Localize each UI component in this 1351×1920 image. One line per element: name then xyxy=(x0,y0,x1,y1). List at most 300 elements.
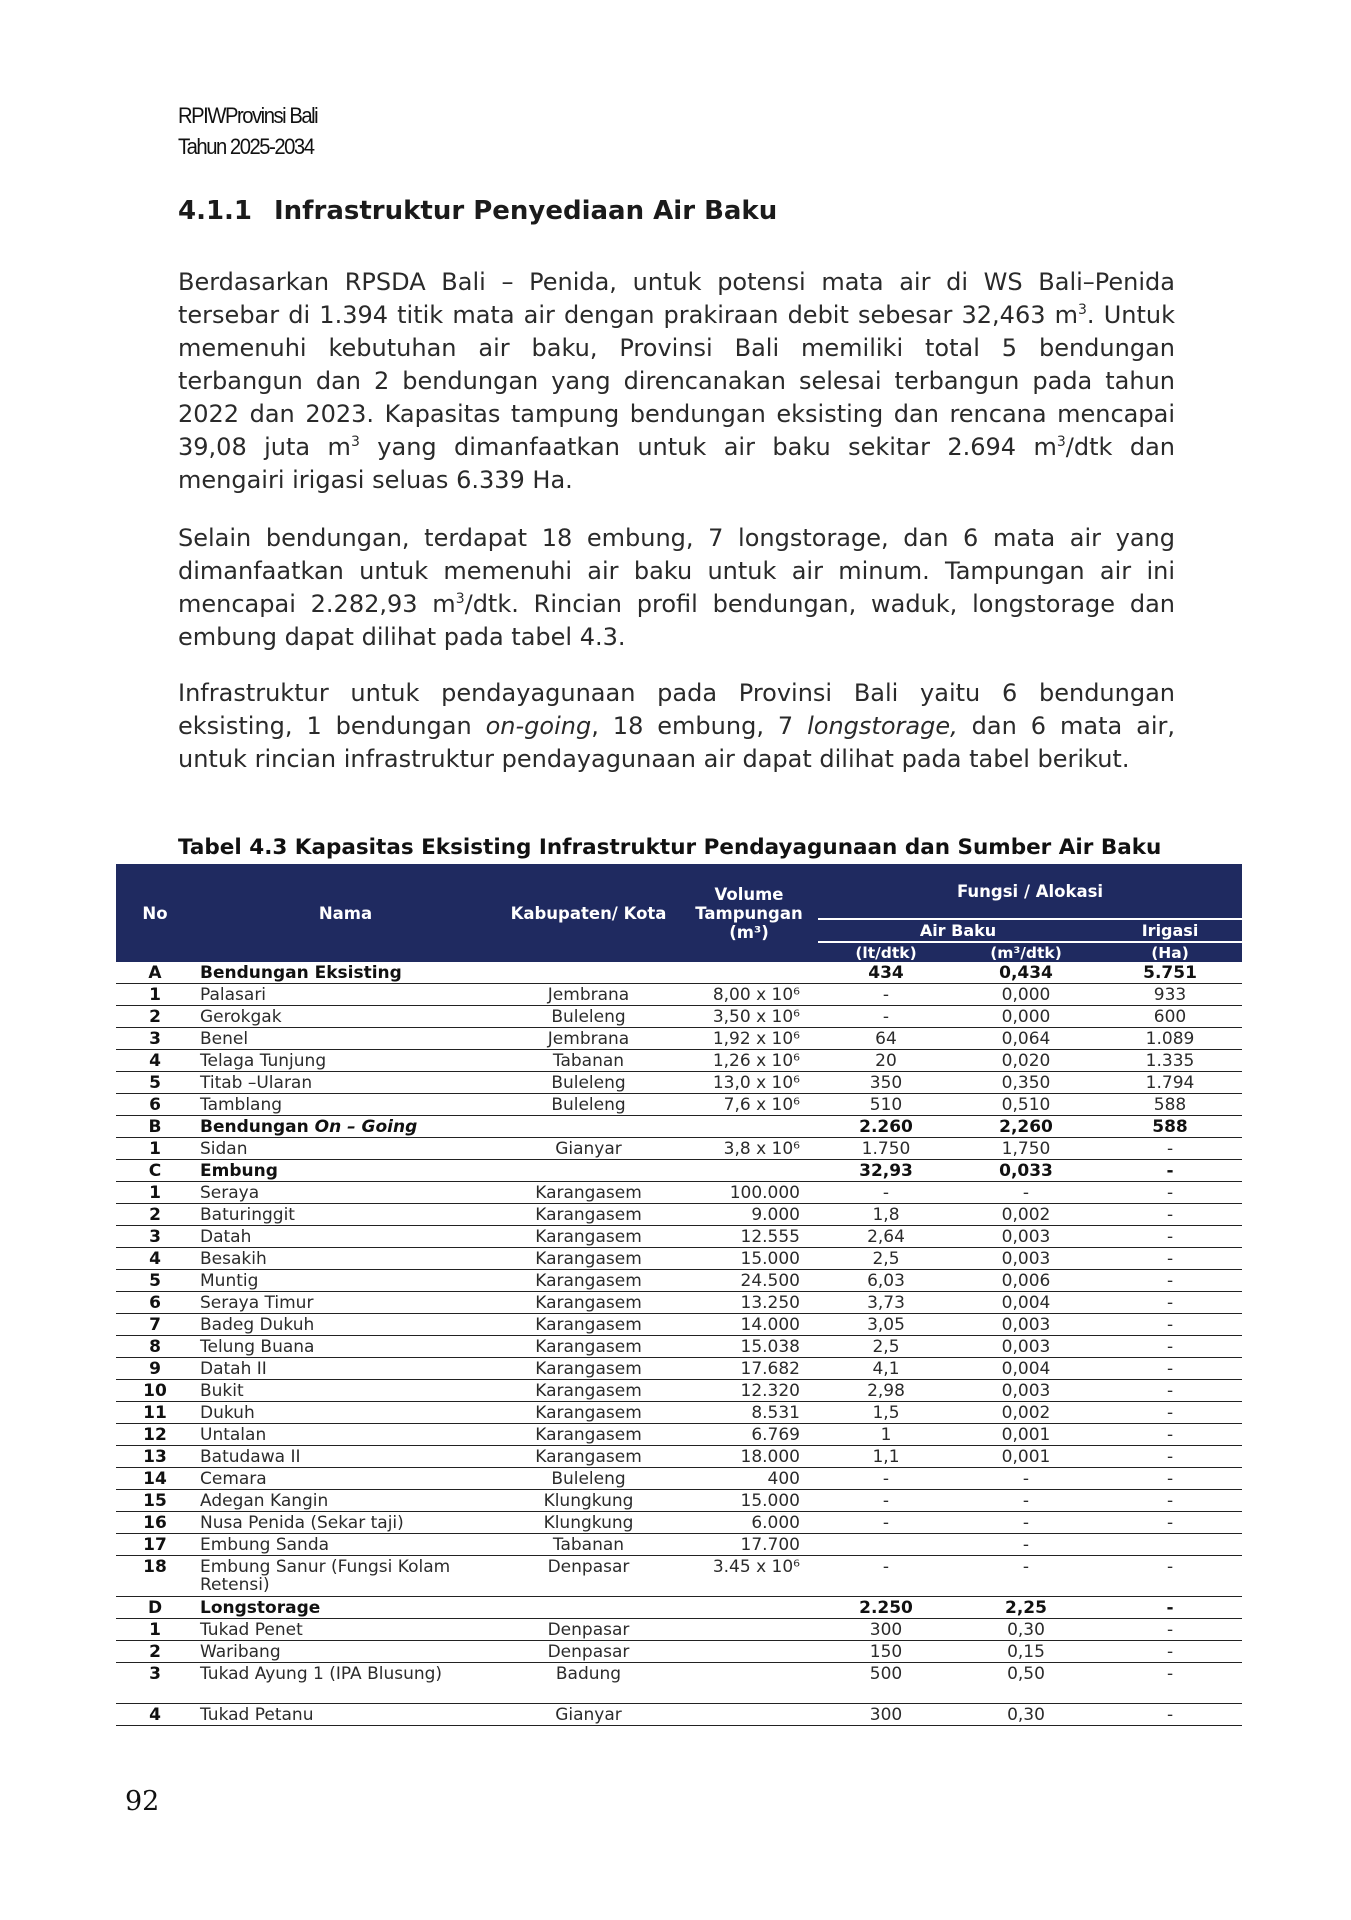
cell-m3-dtk: 0,006 xyxy=(954,1270,1098,1292)
table-group-row xyxy=(116,962,1242,984)
cell-nama: Bukit xyxy=(194,1380,497,1402)
cell-nama: Titab –Ularan xyxy=(194,1072,497,1094)
cell-kabupaten: Karangasem xyxy=(497,1424,680,1446)
cell-m3-dtk: 0,000 xyxy=(954,984,1098,1006)
cell-volume: 9.000 xyxy=(680,1204,818,1226)
cell-lt-dtk: 2,5 xyxy=(818,1336,954,1358)
cell-kabupaten: Karangasem xyxy=(497,1380,680,1402)
cell-nama: Badeg Dukuh xyxy=(194,1314,497,1336)
cell-volume: 17.700 xyxy=(680,1534,818,1556)
cell-volume xyxy=(680,1663,818,1704)
cell-no: 17 xyxy=(116,1534,194,1556)
col-header-kabupaten: Kabupaten/ Kota xyxy=(497,864,680,962)
cell-m3-dtk: 2,25 xyxy=(954,1597,1098,1619)
cell-ha: - xyxy=(1098,1270,1242,1292)
cell-kabupaten: Klungkung xyxy=(497,1512,680,1534)
table-row xyxy=(116,1204,1242,1226)
cell-volume: 24.500 xyxy=(680,1270,818,1292)
cell-lt-dtk: 500 xyxy=(818,1663,954,1704)
table-row xyxy=(116,1534,1242,1556)
cell-kabupaten xyxy=(497,1116,680,1138)
table-row xyxy=(116,1358,1242,1380)
cell-m3-dtk: - xyxy=(954,1182,1098,1204)
cell-kabupaten xyxy=(497,1597,680,1619)
cell-nama: Embung xyxy=(194,1160,497,1182)
cell-m3-dtk: 0,003 xyxy=(954,1380,1098,1402)
cell-volume: 12.320 xyxy=(680,1380,818,1402)
cell-m3-dtk: 0,003 xyxy=(954,1336,1098,1358)
cell-kabupaten: Tabanan xyxy=(497,1534,680,1556)
cell-ha: - xyxy=(1098,1704,1242,1726)
cell-no: 16 xyxy=(116,1512,194,1534)
cell-m3-dtk: 0,033 xyxy=(954,1160,1098,1182)
cell-volume xyxy=(680,1704,818,1726)
cell-kabupaten: Karangasem xyxy=(497,1248,680,1270)
cell-no: 2 xyxy=(116,1641,194,1663)
cell-kabupaten: Denpasar xyxy=(497,1556,680,1597)
table-row xyxy=(116,1468,1242,1490)
cell-no: 3 xyxy=(116,1226,194,1248)
table-row xyxy=(116,1094,1242,1116)
table-row xyxy=(116,1446,1242,1468)
cell-ha: - xyxy=(1098,1358,1242,1380)
cell-no: 1 xyxy=(116,1138,194,1160)
cell-volume: 1,92 x 10⁶ xyxy=(680,1028,818,1050)
cell-kabupaten: Gianyar xyxy=(497,1704,680,1726)
cell-nama: Besakih xyxy=(194,1248,497,1270)
cell-lt-dtk xyxy=(818,1534,954,1556)
cell-no: D xyxy=(116,1597,194,1619)
cell-volume: 3.45 x 10⁶ xyxy=(680,1556,818,1597)
cell-m3-dtk: 0,003 xyxy=(954,1226,1098,1248)
cell-ha: - xyxy=(1098,1314,1242,1336)
cell-no: 9 xyxy=(116,1358,194,1380)
p2-sup: 3 xyxy=(455,591,465,607)
cell-lt-dtk: 2,64 xyxy=(818,1226,954,1248)
cell-no: 3 xyxy=(116,1663,194,1704)
cell-ha: - xyxy=(1098,1138,1242,1160)
cell-kabupaten: Jembrana xyxy=(497,1028,680,1050)
table-row xyxy=(116,1641,1242,1663)
col-header-volume xyxy=(680,864,818,962)
cell-lt-dtk: - xyxy=(818,1182,954,1204)
table-row xyxy=(116,1028,1242,1050)
table-row xyxy=(116,1226,1242,1248)
cell-m3-dtk: - xyxy=(954,1512,1098,1534)
cell-nama: Datah II xyxy=(194,1358,497,1380)
table-row xyxy=(116,1072,1242,1094)
cell-nama: Sidan xyxy=(194,1138,497,1160)
col-header-no: No xyxy=(116,864,194,962)
cell-nama: Tukad Penet xyxy=(194,1619,497,1641)
cell-ha: - xyxy=(1098,1182,1242,1204)
cell-nama: Batudawa II xyxy=(194,1446,497,1468)
table-row xyxy=(116,1292,1242,1314)
cell-no: 1 xyxy=(116,984,194,1006)
col-header-nama: Nama xyxy=(194,864,497,962)
table-row xyxy=(116,1619,1242,1641)
p1-text-a: Berdasarkan RPSDA Bali – Penida, untuk potensi mata air di WS Bali–Penida tersebar di 1.394 titik mata air dengan prakiraan debit sebesar 32,463 m xyxy=(178,268,1175,329)
cell-nama: Palasari xyxy=(194,984,497,1006)
cell-kabupaten: Klungkung xyxy=(497,1490,680,1512)
cell-nama: Seraya Timur xyxy=(194,1292,497,1314)
cell-ha: - xyxy=(1098,1556,1242,1597)
cell-volume: 15.000 xyxy=(680,1248,818,1270)
cell-lt-dtk: 3,05 xyxy=(818,1314,954,1336)
unit-ha: (Ha) xyxy=(1098,942,1242,962)
cell-volume: 18.000 xyxy=(680,1446,818,1468)
cell-ha: - xyxy=(1098,1446,1242,1468)
cell-m3-dtk: 0,004 xyxy=(954,1292,1098,1314)
p1-text-c: yang dimanfaatkan untuk air baku sekitar 2.694 m xyxy=(359,433,1057,461)
table-row xyxy=(116,1402,1242,1424)
cell-kabupaten: Buleleng xyxy=(497,1072,680,1094)
cell-lt-dtk: 150 xyxy=(818,1641,954,1663)
table-container xyxy=(116,864,1242,1726)
cell-m3-dtk: 0,434 xyxy=(954,962,1098,984)
cell-lt-dtk: 350 xyxy=(818,1072,954,1094)
unit-m3-dtk: (m³/dtk) xyxy=(954,942,1098,962)
table-row xyxy=(116,1704,1242,1726)
cell-lt-dtk: 32,93 xyxy=(818,1160,954,1182)
p3-emphasis-1: on-going xyxy=(485,712,592,740)
cell-volume: 6.769 xyxy=(680,1424,818,1446)
cell-ha: - xyxy=(1098,1597,1242,1619)
cell-volume: 13,0 x 10⁶ xyxy=(680,1072,818,1094)
cell-no: 13 xyxy=(116,1446,194,1468)
cell-no: 12 xyxy=(116,1424,194,1446)
cell-ha: - xyxy=(1098,1402,1242,1424)
cell-no: 4 xyxy=(116,1248,194,1270)
cell-lt-dtk: 434 xyxy=(818,962,954,984)
capacity-table xyxy=(116,864,1242,1726)
cell-ha: - xyxy=(1098,1490,1242,1512)
cell-kabupaten: Denpasar xyxy=(497,1619,680,1641)
cell-m3-dtk: 0,50 xyxy=(954,1663,1098,1704)
cell-nama: Bendungan On – Going xyxy=(194,1116,497,1138)
cell-nama: Seraya xyxy=(194,1182,497,1204)
cell-ha: - xyxy=(1098,1663,1242,1704)
cell-lt-dtk: - xyxy=(818,1490,954,1512)
section-number: 4.1.1 xyxy=(178,196,253,226)
cell-volume: 15.000 xyxy=(680,1490,818,1512)
p3-text-b: , 18 embung, 7 xyxy=(591,712,808,740)
table-group-row xyxy=(116,1160,1242,1182)
cell-nama: Tukad Ayung 1 (IPA Blusung) xyxy=(194,1663,497,1704)
col-header-air-baku: Air Baku xyxy=(818,919,1098,942)
cell-lt-dtk: 2,5 xyxy=(818,1248,954,1270)
table-row xyxy=(116,984,1242,1006)
cell-ha: 588 xyxy=(1098,1094,1242,1116)
table-row xyxy=(116,1336,1242,1358)
cell-volume: 1,26 x 10⁶ xyxy=(680,1050,818,1072)
cell-kabupaten: Tabanan xyxy=(497,1050,680,1072)
cell-nama: Cemara xyxy=(194,1468,497,1490)
table-row xyxy=(116,1248,1242,1270)
cell-m3-dtk: 0,003 xyxy=(954,1314,1098,1336)
cell-ha: 5.751 xyxy=(1098,962,1242,984)
cell-nama: Waribang xyxy=(194,1641,497,1663)
cell-m3-dtk: - xyxy=(954,1556,1098,1597)
cell-kabupaten: Buleleng xyxy=(497,1468,680,1490)
cell-no: 7 xyxy=(116,1314,194,1336)
cell-no: 5 xyxy=(116,1072,194,1094)
cell-volume xyxy=(680,1597,818,1619)
cell-no: 15 xyxy=(116,1490,194,1512)
paragraph-2 xyxy=(178,522,1175,654)
cell-m3-dtk: 0,15 xyxy=(954,1641,1098,1663)
cell-lt-dtk: 2.260 xyxy=(818,1116,954,1138)
cell-lt-dtk: 4,1 xyxy=(818,1358,954,1380)
cell-m3-dtk: 0,004 xyxy=(954,1358,1098,1380)
cell-nama: Embung Sanur (Fungsi Kolam Retensi) xyxy=(194,1556,497,1597)
cell-no: 2 xyxy=(116,1006,194,1028)
cell-m3-dtk: 0,510 xyxy=(954,1094,1098,1116)
section-title: Infrastruktur Penyediaan Air Baku xyxy=(274,196,778,226)
cell-lt-dtk: 2.250 xyxy=(818,1597,954,1619)
cell-nama: Dukuh xyxy=(194,1402,497,1424)
cell-volume: 3,50 x 10⁶ xyxy=(680,1006,818,1028)
page-number: 92 xyxy=(125,1786,160,1817)
p2-text-a: Selain bendungan, terdapat 18 embung, 7 longstorage, dan 6 mata air yang dimanfaatkan untuk memenuhi air baku untuk air minum. Tampungan air ini mencapai 2.282,93 m xyxy=(178,524,1175,618)
cell-lt-dtk: 1 xyxy=(818,1424,954,1446)
table-row xyxy=(116,1314,1242,1336)
cell-nama: Gerokgak xyxy=(194,1006,497,1028)
cell-kabupaten xyxy=(497,1160,680,1182)
cell-nama: Longstorage xyxy=(194,1597,497,1619)
cell-nama: Muntig xyxy=(194,1270,497,1292)
cell-kabupaten: Denpasar xyxy=(497,1641,680,1663)
p3-text-c: dan 6 mata air, untuk rincian infrastruktur pendayagunaan air dapat dilihat pada tabel berikut. xyxy=(178,712,1175,773)
cell-kabupaten: Karangasem xyxy=(497,1204,680,1226)
cell-kabupaten: Gianyar xyxy=(497,1138,680,1160)
cell-nama: Telung Buana xyxy=(194,1336,497,1358)
p1-sup-3: 3 xyxy=(1056,434,1066,450)
cell-m3-dtk: 0,001 xyxy=(954,1446,1098,1468)
cell-ha: - xyxy=(1098,1641,1242,1663)
cell-m3-dtk: 0,002 xyxy=(954,1204,1098,1226)
cell-m3-dtk: 0,000 xyxy=(954,1006,1098,1028)
cell-ha: - xyxy=(1098,1619,1242,1641)
cell-ha: - xyxy=(1098,1226,1242,1248)
table-group-row xyxy=(116,1116,1242,1138)
cell-m3-dtk: 1,750 xyxy=(954,1138,1098,1160)
cell-no: 5 xyxy=(116,1270,194,1292)
cell-volume: 17.682 xyxy=(680,1358,818,1380)
cell-nama: Benel xyxy=(194,1028,497,1050)
cell-no: 2 xyxy=(116,1204,194,1226)
cell-volume: 400 xyxy=(680,1468,818,1490)
cell-ha: - xyxy=(1098,1380,1242,1402)
paragraph-1 xyxy=(178,266,1175,497)
cell-kabupaten: Karangasem xyxy=(497,1226,680,1248)
cell-volume xyxy=(680,1641,818,1663)
cell-volume: 13.250 xyxy=(680,1292,818,1314)
cell-ha: - xyxy=(1098,1204,1242,1226)
cell-ha: 588 xyxy=(1098,1116,1242,1138)
cell-ha: 1.794 xyxy=(1098,1072,1242,1094)
p1-text-d: /dtk dan mengairi irigasi seluas 6.339 Ha. xyxy=(178,433,1176,494)
cell-lt-dtk: 1.750 xyxy=(818,1138,954,1160)
cell-kabupaten xyxy=(497,962,680,984)
cell-volume xyxy=(680,962,818,984)
cell-nama: Adegan Kangin xyxy=(194,1490,497,1512)
cell-ha: 600 xyxy=(1098,1006,1242,1028)
cell-kabupaten: Karangasem xyxy=(497,1314,680,1336)
cell-volume: 7,6 x 10⁶ xyxy=(680,1094,818,1116)
table-row xyxy=(116,1663,1242,1704)
cell-lt-dtk: 64 xyxy=(818,1028,954,1050)
cell-ha: 1.335 xyxy=(1098,1050,1242,1072)
col-header-irigasi: Irigasi xyxy=(1098,919,1242,942)
cell-lt-dtk: 300 xyxy=(818,1704,954,1726)
cell-lt-dtk: - xyxy=(818,1468,954,1490)
cell-kabupaten: Jembrana xyxy=(497,984,680,1006)
cell-m3-dtk: 0,350 xyxy=(954,1072,1098,1094)
cell-no: B xyxy=(116,1116,194,1138)
header-line-1: RPIWProvinsi Bali xyxy=(178,103,318,128)
cell-lt-dtk: 510 xyxy=(818,1094,954,1116)
cell-m3-dtk: - xyxy=(954,1534,1098,1556)
cell-ha: - xyxy=(1098,1512,1242,1534)
cell-kabupaten: Karangasem xyxy=(497,1358,680,1380)
cell-nama: Datah xyxy=(194,1226,497,1248)
cell-ha: - xyxy=(1098,1468,1242,1490)
cell-no: 14 xyxy=(116,1468,194,1490)
table-row xyxy=(116,1512,1242,1534)
table-caption: Tabel 4.3 Kapasitas Eksisting Infrastruktur Pendayagunaan dan Sumber Air Baku xyxy=(178,835,1162,860)
cell-m3-dtk: 2,260 xyxy=(954,1116,1098,1138)
cell-m3-dtk: 0,30 xyxy=(954,1619,1098,1641)
table-row xyxy=(116,1006,1242,1028)
cell-volume: 8,00 x 10⁶ xyxy=(680,984,818,1006)
cell-lt-dtk: - xyxy=(818,1006,954,1028)
table-row xyxy=(116,1380,1242,1402)
cell-no: 3 xyxy=(116,1028,194,1050)
p1-text-b: . Untuk memenuhi kebutuhan air baku, Provinsi Bali memiliki total 5 bendungan terbangun dan 2 bendungan yang direncanakan selesai terbangun pada tahun 2022 dan 2023. Kapasitas tampung bendungan eksisting dan rencana mencapai 39,08 juta m xyxy=(178,301,1175,461)
cell-kabupaten: Karangasem xyxy=(497,1270,680,1292)
cell-ha xyxy=(1098,1534,1242,1556)
volume-unit: (m³) xyxy=(729,922,769,942)
col-header-fungsi: Fungsi / Alokasi xyxy=(818,864,1242,919)
cell-nama: Baturinggit xyxy=(194,1204,497,1226)
cell-kabupaten: Karangasem xyxy=(497,1336,680,1358)
table-group-row xyxy=(116,1597,1242,1619)
p3-emphasis-2: longstorage, xyxy=(807,712,958,740)
cell-nama: Tamblang xyxy=(194,1094,497,1116)
cell-no: 1 xyxy=(116,1182,194,1204)
cell-no: 18 xyxy=(116,1556,194,1597)
cell-m3-dtk: 0,30 xyxy=(954,1704,1098,1726)
cell-no: 8 xyxy=(116,1336,194,1358)
cell-volume: 12.555 xyxy=(680,1226,818,1248)
table-row xyxy=(116,1138,1242,1160)
running-header xyxy=(178,100,317,162)
header-line-2: Tahun 2025-2034 xyxy=(178,134,314,159)
cell-no: 10 xyxy=(116,1380,194,1402)
cell-volume: 6.000 xyxy=(680,1512,818,1534)
p2-text-b: /dtk. Rincian profil bendungan, waduk, longstorage dan embung dapat dilihat pada tabel 4.3. xyxy=(178,590,1175,651)
table-body xyxy=(116,962,1242,1726)
cell-ha: - xyxy=(1098,1248,1242,1270)
cell-kabupaten: Buleleng xyxy=(497,1006,680,1028)
volume-label-1: Volume xyxy=(714,884,784,904)
cell-lt-dtk: - xyxy=(818,1512,954,1534)
cell-ha: 933 xyxy=(1098,984,1242,1006)
cell-lt-dtk: 6,03 xyxy=(818,1270,954,1292)
volume-label-2: Tampungan xyxy=(695,903,803,923)
p1-sup-2: 3 xyxy=(350,434,360,450)
cell-kabupaten: Badung xyxy=(497,1663,680,1704)
cell-m3-dtk: - xyxy=(954,1468,1098,1490)
cell-lt-dtk: - xyxy=(818,984,954,1006)
cell-ha: - xyxy=(1098,1160,1242,1182)
cell-volume: 3,8 x 10⁶ xyxy=(680,1138,818,1160)
section-heading xyxy=(178,196,777,226)
cell-lt-dtk: 1,5 xyxy=(818,1402,954,1424)
cell-ha: 1.089 xyxy=(1098,1028,1242,1050)
cell-volume: 14.000 xyxy=(680,1314,818,1336)
cell-m3-dtk: - xyxy=(954,1490,1098,1512)
cell-no: 11 xyxy=(116,1402,194,1424)
cell-kabupaten: Karangasem xyxy=(497,1446,680,1468)
cell-m3-dtk: 0,002 xyxy=(954,1402,1098,1424)
cell-kabupaten: Buleleng xyxy=(497,1094,680,1116)
cell-m3-dtk: 0,003 xyxy=(954,1248,1098,1270)
cell-nama: Nusa Penida (Sekar taji) xyxy=(194,1512,497,1534)
cell-lt-dtk: 3,73 xyxy=(818,1292,954,1314)
cell-volume: 8.531 xyxy=(680,1402,818,1424)
cell-nama: Tukad Petanu xyxy=(194,1704,497,1726)
cell-no: A xyxy=(116,962,194,984)
cell-no: 6 xyxy=(116,1094,194,1116)
table-row xyxy=(116,1182,1242,1204)
cell-volume: 15.038 xyxy=(680,1336,818,1358)
cell-lt-dtk: 1,1 xyxy=(818,1446,954,1468)
cell-no: 4 xyxy=(116,1050,194,1072)
unit-lt-dtk: (lt/dtk) xyxy=(818,942,954,962)
cell-no: 6 xyxy=(116,1292,194,1314)
cell-no: 4 xyxy=(116,1704,194,1726)
table-row xyxy=(116,1556,1242,1597)
cell-ha: - xyxy=(1098,1336,1242,1358)
cell-volume: 100.000 xyxy=(680,1182,818,1204)
cell-nama: Untalan xyxy=(194,1424,497,1446)
p3-text-a: Infrastruktur untuk pendayagunaan pada Provinsi Bali yaitu 6 bendungan eksisting, 1 bendungan xyxy=(178,679,1175,740)
cell-volume xyxy=(680,1619,818,1641)
cell-m3-dtk: 0,020 xyxy=(954,1050,1098,1072)
table-row xyxy=(116,1490,1242,1512)
cell-lt-dtk: 20 xyxy=(818,1050,954,1072)
cell-no: C xyxy=(116,1160,194,1182)
p1-sup-1: 3 xyxy=(1078,302,1087,318)
cell-lt-dtk: 2,98 xyxy=(818,1380,954,1402)
cell-ha: - xyxy=(1098,1424,1242,1446)
table-row xyxy=(116,1050,1242,1072)
cell-volume xyxy=(680,1160,818,1182)
cell-no: 1 xyxy=(116,1619,194,1641)
paragraph-3 xyxy=(178,677,1175,776)
cell-volume xyxy=(680,1116,818,1138)
cell-nama: Bendungan Eksisting xyxy=(194,962,497,984)
cell-kabupaten: Karangasem xyxy=(497,1182,680,1204)
cell-nama: Embung Sanda xyxy=(194,1534,497,1556)
cell-lt-dtk: 300 xyxy=(818,1619,954,1641)
cell-m3-dtk: 0,001 xyxy=(954,1424,1098,1446)
cell-nama: Telaga Tunjung xyxy=(194,1050,497,1072)
cell-kabupaten: Karangasem xyxy=(497,1402,680,1424)
cell-ha: - xyxy=(1098,1292,1242,1314)
